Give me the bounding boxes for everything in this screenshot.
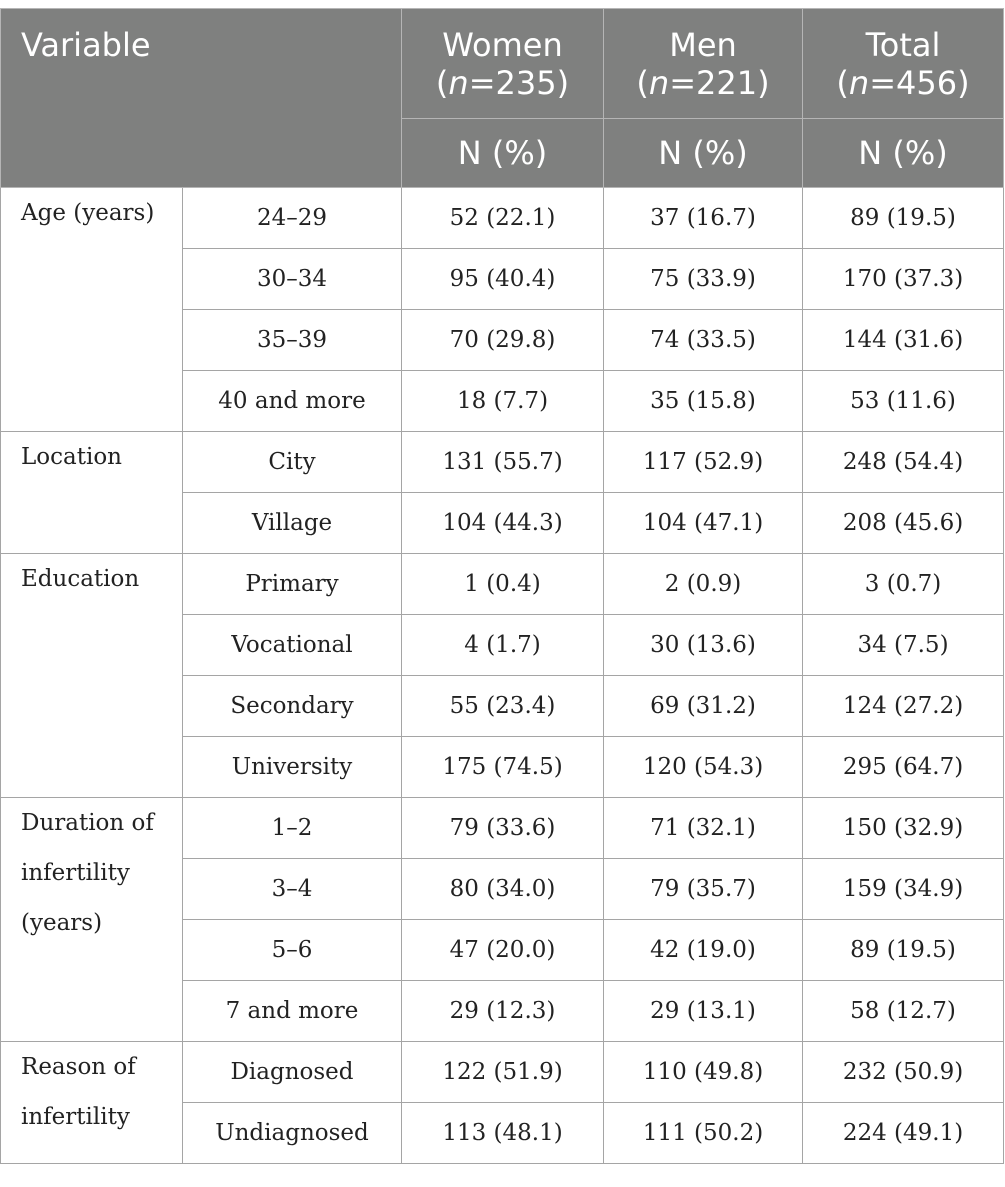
header-men: Men (n=221) bbox=[604, 9, 803, 119]
group-label-line: Reason of bbox=[21, 1054, 136, 1080]
category-cell: 7 and more bbox=[183, 981, 402, 1042]
group-label-line: Location bbox=[21, 444, 122, 470]
group-label bbox=[1, 554, 183, 798]
table-row bbox=[1, 1042, 1004, 1103]
group-label bbox=[1, 432, 183, 554]
men-value-cell: 30 (13.6) bbox=[604, 615, 803, 676]
women-value-cell: 79 (33.6) bbox=[402, 798, 604, 859]
women-value-cell: 4 (1.7) bbox=[402, 615, 604, 676]
women-value-cell: 175 (74.5) bbox=[402, 737, 604, 798]
men-value-cell: 42 (19.0) bbox=[604, 920, 803, 981]
category-cell: University bbox=[183, 737, 402, 798]
group-label bbox=[1, 798, 183, 1042]
total-value-cell: 89 (19.5) bbox=[803, 188, 1004, 249]
total-value-cell: 3 (0.7) bbox=[803, 554, 1004, 615]
men-value-cell: 104 (47.1) bbox=[604, 493, 803, 554]
men-value-cell: 35 (15.8) bbox=[604, 371, 803, 432]
group-label-line: (years) bbox=[21, 910, 103, 936]
total-value-cell: 170 (37.3) bbox=[803, 249, 1004, 310]
group-label-line: Duration of bbox=[21, 810, 154, 836]
table-body bbox=[1, 188, 1004, 1164]
header-total: Total (n=456) bbox=[803, 9, 1004, 119]
women-value-cell: 55 (23.4) bbox=[402, 676, 604, 737]
women-value-cell: 18 (7.7) bbox=[402, 371, 604, 432]
category-cell: Undiagnosed bbox=[183, 1103, 402, 1164]
total-value-cell: 34 (7.5) bbox=[803, 615, 1004, 676]
women-value-cell: 52 (22.1) bbox=[402, 188, 604, 249]
category-cell: Village bbox=[183, 493, 402, 554]
category-cell: Vocational bbox=[183, 615, 402, 676]
total-value-cell: 144 (31.6) bbox=[803, 310, 1004, 371]
total-value-cell: 295 (64.7) bbox=[803, 737, 1004, 798]
women-value-cell: 113 (48.1) bbox=[402, 1103, 604, 1164]
women-value-cell: 80 (34.0) bbox=[402, 859, 604, 920]
men-value-cell: 74 (33.5) bbox=[604, 310, 803, 371]
header-stat-women: N (%) bbox=[402, 119, 604, 188]
total-value-cell: 58 (12.7) bbox=[803, 981, 1004, 1042]
women-value-cell: 1 (0.4) bbox=[402, 554, 604, 615]
total-value-cell: 124 (27.2) bbox=[803, 676, 1004, 737]
demographics-table bbox=[0, 8, 1004, 1164]
total-value-cell: 208 (45.6) bbox=[803, 493, 1004, 554]
women-value-cell: 104 (44.3) bbox=[402, 493, 604, 554]
group-label bbox=[1, 1042, 183, 1164]
category-cell: 35–39 bbox=[183, 310, 402, 371]
men-value-cell: 2 (0.9) bbox=[604, 554, 803, 615]
table-header bbox=[1, 9, 1004, 188]
total-value-cell: 89 (19.5) bbox=[803, 920, 1004, 981]
women-value-cell: 47 (20.0) bbox=[402, 920, 604, 981]
men-value-cell: 29 (13.1) bbox=[604, 981, 803, 1042]
total-value-cell: 53 (11.6) bbox=[803, 371, 1004, 432]
men-value-cell: 111 (50.2) bbox=[604, 1103, 803, 1164]
category-cell: 30–34 bbox=[183, 249, 402, 310]
total-value-cell: 150 (32.9) bbox=[803, 798, 1004, 859]
men-value-cell: 79 (35.7) bbox=[604, 859, 803, 920]
women-value-cell: 131 (55.7) bbox=[402, 432, 604, 493]
men-value-cell: 75 (33.9) bbox=[604, 249, 803, 310]
group-label-line: infertility bbox=[21, 1104, 130, 1130]
group-label-line: Age (years) bbox=[21, 200, 155, 226]
table-row bbox=[1, 188, 1004, 249]
category-cell: 5–6 bbox=[183, 920, 402, 981]
women-value-cell: 95 (40.4) bbox=[402, 249, 604, 310]
group-label-line: infertility bbox=[21, 860, 130, 886]
table-row bbox=[1, 798, 1004, 859]
men-value-cell: 69 (31.2) bbox=[604, 676, 803, 737]
total-value-cell: 232 (50.9) bbox=[803, 1042, 1004, 1103]
total-value-cell: 224 (49.1) bbox=[803, 1103, 1004, 1164]
category-cell: 1–2 bbox=[183, 798, 402, 859]
category-cell: 24–29 bbox=[183, 188, 402, 249]
table-row bbox=[1, 554, 1004, 615]
category-cell: City bbox=[183, 432, 402, 493]
total-value-cell: 248 (54.4) bbox=[803, 432, 1004, 493]
category-cell: 3–4 bbox=[183, 859, 402, 920]
group-label-line: Education bbox=[21, 566, 140, 592]
header-stat-men: N (%) bbox=[604, 119, 803, 188]
category-cell: 40 and more bbox=[183, 371, 402, 432]
men-value-cell: 120 (54.3) bbox=[604, 737, 803, 798]
women-value-cell: 70 (29.8) bbox=[402, 310, 604, 371]
men-value-cell: 37 (16.7) bbox=[604, 188, 803, 249]
women-value-cell: 29 (12.3) bbox=[402, 981, 604, 1042]
men-value-cell: 110 (49.8) bbox=[604, 1042, 803, 1103]
category-cell: Diagnosed bbox=[183, 1042, 402, 1103]
header-women: Women (n=235) bbox=[402, 9, 604, 119]
group-label bbox=[1, 188, 183, 432]
men-value-cell: 117 (52.9) bbox=[604, 432, 803, 493]
category-cell: Primary bbox=[183, 554, 402, 615]
header-variable: Variable bbox=[1, 9, 402, 188]
header-stat-total: N (%) bbox=[803, 119, 1004, 188]
men-value-cell: 71 (32.1) bbox=[604, 798, 803, 859]
women-value-cell: 122 (51.9) bbox=[402, 1042, 604, 1103]
total-value-cell: 159 (34.9) bbox=[803, 859, 1004, 920]
category-cell: Secondary bbox=[183, 676, 402, 737]
table-row bbox=[1, 432, 1004, 493]
